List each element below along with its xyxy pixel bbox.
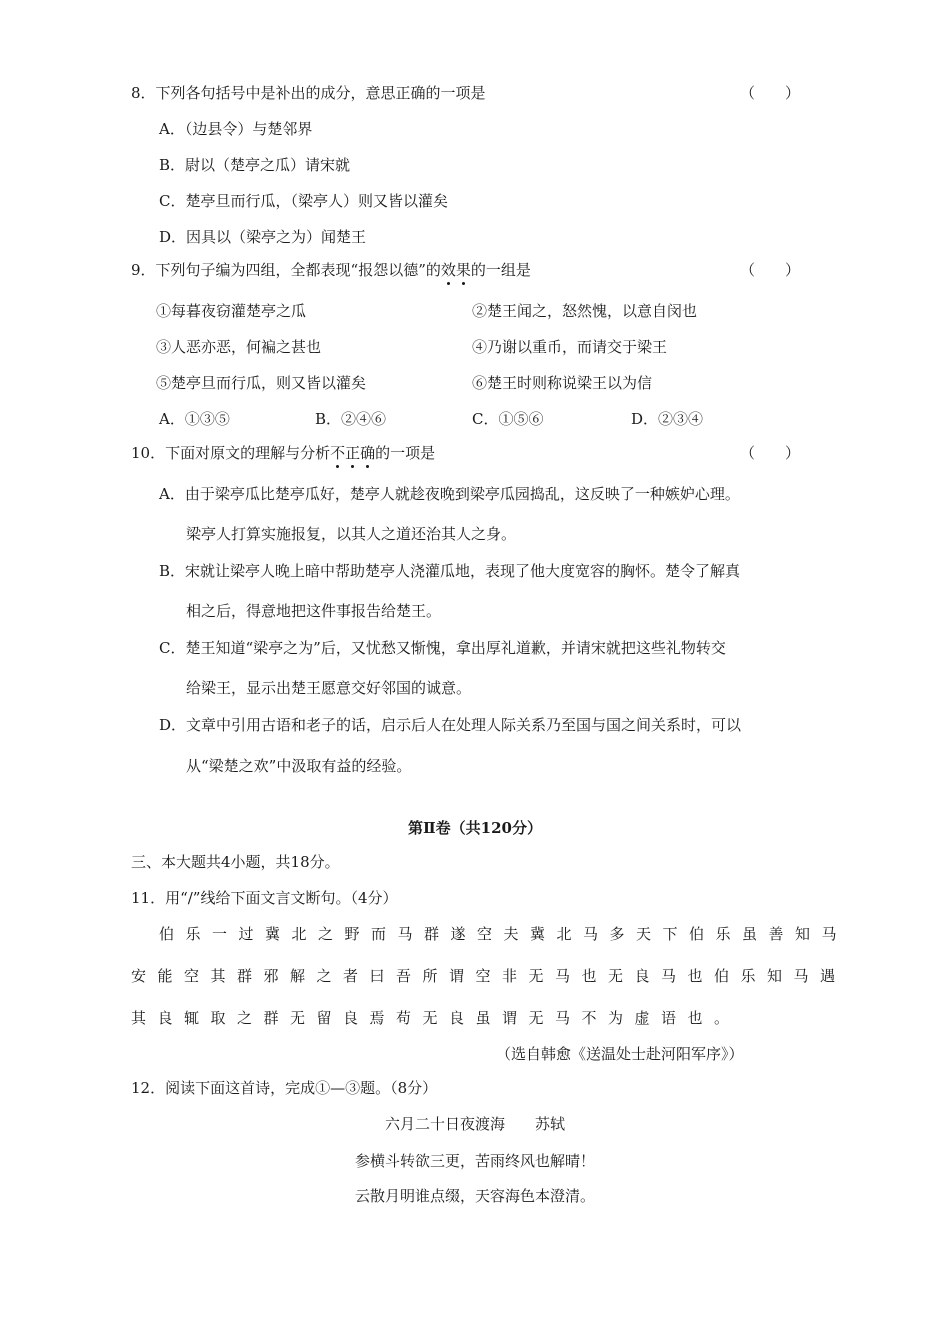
q11-passage-line2: 安能空其群邪解之者曰吾所谓空非无马也无良马也伯乐知马遇 [131,967,847,985]
q8-option-a: A．（边县令）与楚邻界 [159,120,313,138]
q9-choice-a: A．①③⑤ [159,410,230,428]
q10-stem [131,443,435,463]
poem-line-1: 参横斗转欲三更，苦雨终风也解晴！ [354,1152,595,1170]
q11-source: （选自韩愈《送温处士赴河阳军序》） [496,1045,744,1063]
q9-stem-dotted [441,261,471,279]
q12-stem: 12．阅读下面这首诗，完成①—③题。（8分） [131,1079,438,1097]
q9-item-1: ①每暮夜窃灌楚亭之瓜 [156,302,307,320]
q9-choice-d: D．②③④ [631,410,704,428]
q9-item-6: ⑥楚王时则称说梁王以为信 [472,374,653,392]
q11-passage-line3: 其良辄取之群无留良焉苟无良虽谓无马不为虚语也。 [131,1009,741,1027]
q8-option-d: D．因具以（梁亭之为）闻楚王 [159,228,367,246]
q10-stem-pre: 10．下面对原文的理解与分析 [131,444,331,462]
q8-answer-paren: （ ） [740,84,801,102]
q11-passage-line1: 伯乐一过冀北之野而马群遂空夫冀北马多天下伯乐虽善知马 [159,925,849,943]
q9-stem-pre: 9．下列句子编为四组，全都表现“报怨以德”的 [131,261,441,279]
q9-item-4: ④乃谢以重币，而请交于梁王 [472,338,668,356]
emphasis-char: 效 [440,261,456,279]
q11-stem: 11．用“/”线给下面文言文断句。（4分） [131,889,398,907]
q8-stem: 8．下列各句括号中是补出的成分，意思正确的一项是 [131,84,486,102]
q8-option-c: C．楚亭旦而行瓜，（梁亭人）则又皆以灌矣 [159,192,448,210]
emphasis-char: 确 [360,444,376,462]
q9-stem [131,260,531,280]
q10-option-c-line2: 给梁王，显示出楚王愿意交好邻国的诚意。 [186,679,472,697]
q9-item-3: ③人恶亦恶，何褊之甚也 [156,338,322,356]
q10-stem-dotted [330,444,375,462]
q9-stem-post: 的一组是 [470,261,531,279]
q9-choice-b: B．②④⑥ [315,410,387,428]
q10-option-c-line1: C．楚王知道“梁亭之为”后，又忧愁又惭愧，拿出厚礼道歉，并请宋就把这些礼物转交 [159,639,726,657]
q10-option-b-line1: B．宋就让梁亭人晚上暗中帮助楚亭人浇灌瓜地，表现了他大度宽容的胸怀。楚令了解真 [159,562,741,580]
q10-option-a-line1: A．由于梁亭瓜比楚亭瓜好，楚亭人就趁夜晚到梁亭瓜园捣乱，这反映了一种嫉妒心理。 [159,485,740,503]
q10-stem-post: 的一项是 [375,444,436,462]
emphasis-char: 果 [455,261,471,279]
q9-answer-paren: （ ） [740,261,801,279]
q8-option-b: B．尉以（楚亭之瓜）请宋就 [159,156,351,174]
section-title: 第Ⅱ卷（共120分） [408,819,542,837]
q10-option-d-line1: D．文章中引用古语和老子的话，启示后人在处理人际关系乃至国与国之间关系时，可以 [159,716,742,734]
q10-option-a-line2: 梁亭人打算实施报复，以其人之道还治其人之身。 [186,525,517,543]
q10-option-b-line2: 相之后，得意地把这件事报告给楚王。 [186,602,442,620]
section-intro: 三、本大题共4小题，共18分。 [131,853,340,871]
emphasis-char: 不 [330,444,346,462]
q10-option-d-line2: 从“梁楚之欢”中汲取有益的经验。 [186,757,412,775]
q9-item-2: ②楚王闻之，怒然愧，以意自闵也 [472,302,698,320]
q10-answer-paren: （ ） [740,444,801,462]
q9-item-5: ⑤楚亭旦而行瓜，则又皆以灌矣 [156,374,367,392]
poem-line-2: 云散月明谁点缀，天容海色本澄清。 [354,1187,595,1205]
poem-title: 六月二十日夜渡海 苏轼 [384,1115,565,1133]
emphasis-char: 正 [345,444,361,462]
q9-choice-c: C．①⑤⑥ [472,410,544,428]
